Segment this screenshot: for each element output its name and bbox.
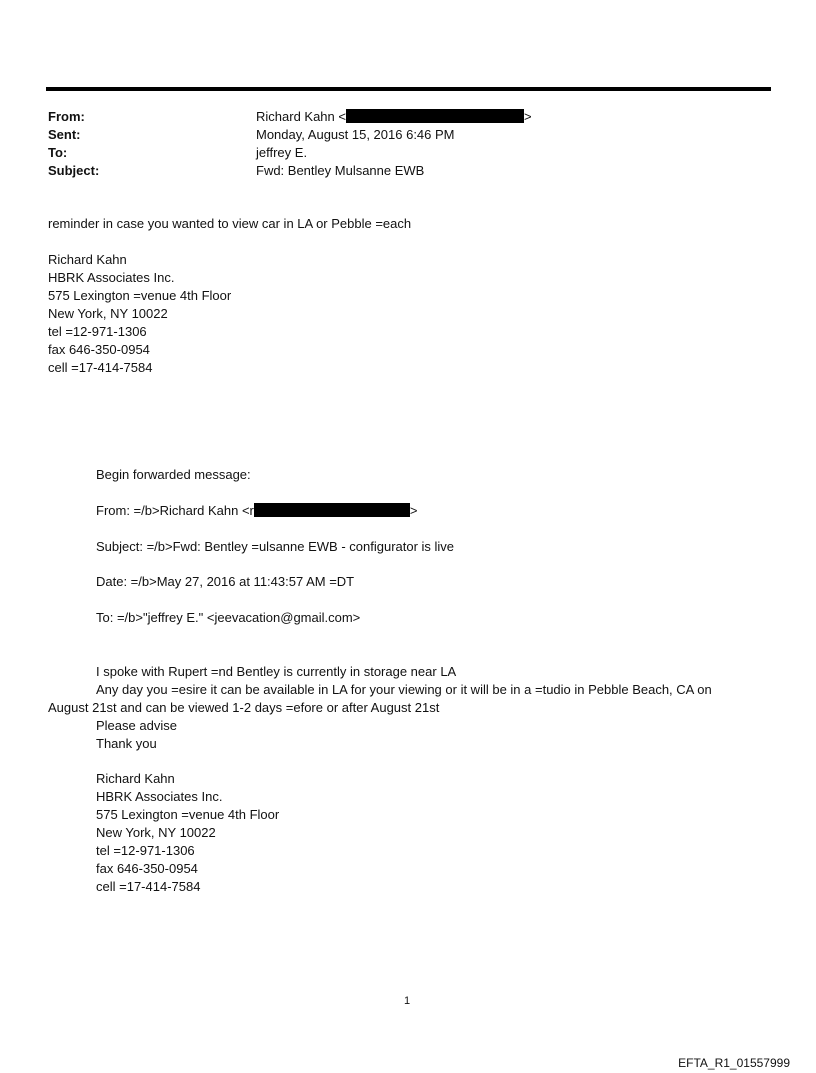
from-label: From: (48, 109, 85, 124)
signature-line: cell =17-414-7584 (48, 360, 153, 375)
signature-line: tel =12-971-1306 (48, 324, 147, 339)
forward-signature-line: cell =17-414-7584 (96, 879, 201, 894)
forward-date: Date: =/b>May 27, 2016 at 11:43:57 AM =DT (96, 574, 355, 589)
forward-begin: Begin forwarded message: (96, 467, 251, 482)
message-line: August 21st and can be viewed 1-2 days =efore or after August 21st (48, 700, 440, 715)
to-value: jeffrey E. (256, 145, 308, 160)
signature-line: Richard Kahn (48, 252, 127, 267)
to-label: To: (48, 145, 68, 160)
forward-signature-line: tel =12-971-1306 (96, 843, 195, 858)
page-number: 1 (404, 995, 411, 1007)
sent-value: Monday, August 15, 2016 6:46 PM (256, 127, 455, 142)
forward-from-text: From: =/b>Richard Kahn <r (96, 503, 254, 518)
sent-label: Sent: (48, 127, 81, 142)
forward-signature-line: HBRK Associates Inc. (96, 789, 223, 804)
forward-from (96, 502, 417, 520)
signature-line: HBRK Associates Inc. (48, 270, 175, 285)
signature-line: New York, NY 10022 (48, 306, 168, 321)
from-name: Richard Kahn < (256, 109, 346, 124)
message-line: I spoke with Rupert =nd Bentley is currently in storage near LA (96, 664, 457, 679)
message-line: Any day you =esire it can be available in LA for your viewing or it will be in a =tudio in Pebble Beach, CA on (96, 682, 712, 697)
redaction-bar (254, 503, 410, 517)
document-id: EFTA_R1_01557999 (678, 1056, 790, 1070)
forward-to: To: =/b>"jeffrey E." <jeevacation@gmail.com> (96, 610, 361, 625)
forward-signature-line: New York, NY 10022 (96, 825, 216, 840)
intro-text: reminder in case you wanted to view car in LA or Pebble =each (48, 216, 412, 231)
forward-signature-line: 575 Lexington =venue 4th Floor (96, 807, 280, 822)
header-rule (46, 87, 771, 91)
subject-value: Fwd: Bentley Mulsanne EWB (256, 163, 425, 178)
forward-subject: Subject: =/b>Fwd: Bentley =ulsanne EWB - configurator is live (96, 539, 455, 554)
forward-signature-line: Richard Kahn (96, 771, 175, 786)
signature-line: fax 646-350-0954 (48, 342, 150, 357)
forward-signature-line: fax 646-350-0954 (96, 861, 198, 876)
subject-label: Subject: (48, 163, 100, 178)
message-line: Thank you (96, 736, 157, 751)
signature-line: 575 Lexington =venue 4th Floor (48, 288, 232, 303)
message-line: Please advise (96, 718, 177, 733)
redaction-bar (346, 109, 524, 123)
forward-from-close: > (409, 503, 418, 518)
from-value (256, 108, 532, 126)
from-close: > (523, 109, 532, 124)
